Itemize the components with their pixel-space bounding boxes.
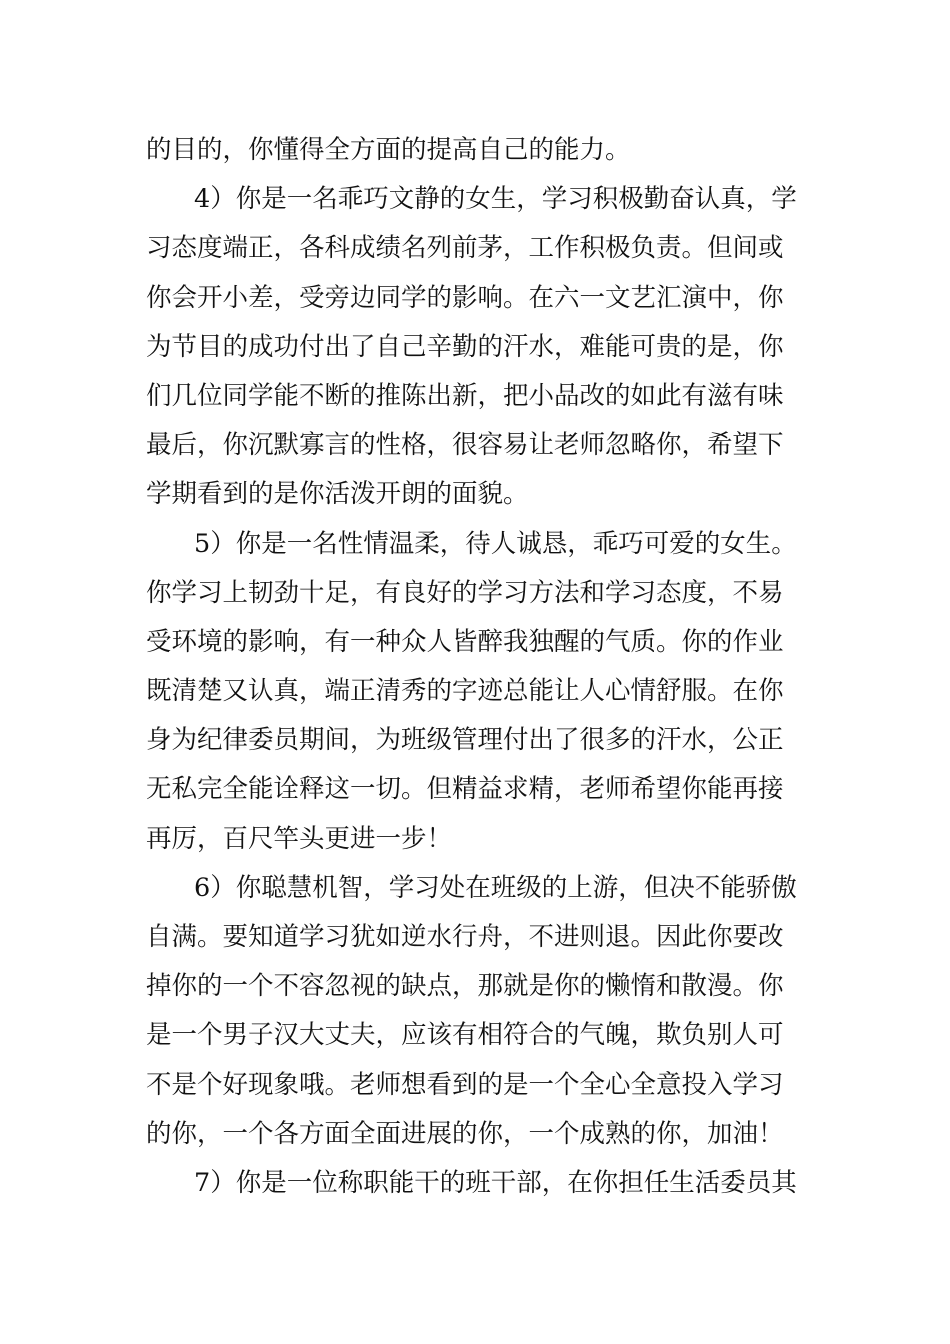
text-line: 再厉，百尺竿头更进一步！ xyxy=(146,823,453,854)
text-line: 受环境的影响，有一种众人皆醉我独醒的气质。你的作业 xyxy=(146,626,784,657)
text-line: 掉你的一个不容忽视的缺点，那就是你的懒惰和散漫。你 xyxy=(146,971,784,1002)
paragraph-first-line: 6）你聪慧机智，学习处在班级的上游，但决不能骄傲 xyxy=(194,872,797,903)
text-line: 是一个男子汉大丈夫，应该有相符合的气魄，欺负别人可 xyxy=(146,1020,784,1051)
text-line: 习态度端正，各科成绩名列前茅，工作积极负责。但间或 xyxy=(146,233,784,264)
text-line: 自满。要知道学习犹如逆水行舟，不进则退。因此你要改 xyxy=(146,922,784,952)
text-line: 的你，一个各方面全面进展的你，一个成熟的你，加油！ xyxy=(146,1118,784,1149)
paragraph-first-line: 5）你是一名性情温柔，待人诚恳，乖巧可爱的女生。 xyxy=(194,528,797,559)
text-line: 最后，你沉默寡言的性格，很容易让老师忽略你，希望下 xyxy=(146,430,784,461)
text-line: 不是个好现象哦。老师想看到的是一个全心全意投入学习 xyxy=(146,1069,784,1100)
text-line: 们几位同学能不断的推陈出新，把小品改的如此有滋有味 xyxy=(146,380,784,411)
text-line: 你会开小差，受旁边同学的影响。在六一文艺汇演中，你 xyxy=(146,282,784,313)
text-line: 学期看到的是你活泼开朗的面貌。 xyxy=(146,479,529,510)
text-line: 为节目的成功付出了自己辛勤的汗水，难能可贵的是，你 xyxy=(146,331,784,362)
text-line: 无私完全能诠释这一切。但精益求精，老师希望你能再接 xyxy=(146,774,784,805)
paragraph-first-line: 7）你是一位称职能干的班干部，在你担任生活委员其 xyxy=(194,1167,797,1198)
text-line: 的目的，你懂得全方面的提高自己的能力。 xyxy=(146,135,631,165)
text-line: 你学习上韧劲十足，有良好的学习方法和学习态度，不易 xyxy=(146,577,784,608)
text-line: 身为纪律委员期间，为班级管理付出了很多的汗水，公正 xyxy=(146,725,784,756)
body-text xyxy=(146,126,808,1208)
paragraph-first-line: 4）你是一名乖巧文静的女生，学习积极勤奋认真，学 xyxy=(194,184,797,215)
text-line: 既清楚又认真，端正清秀的字迹总能让人心情舒服。在你 xyxy=(146,676,784,707)
